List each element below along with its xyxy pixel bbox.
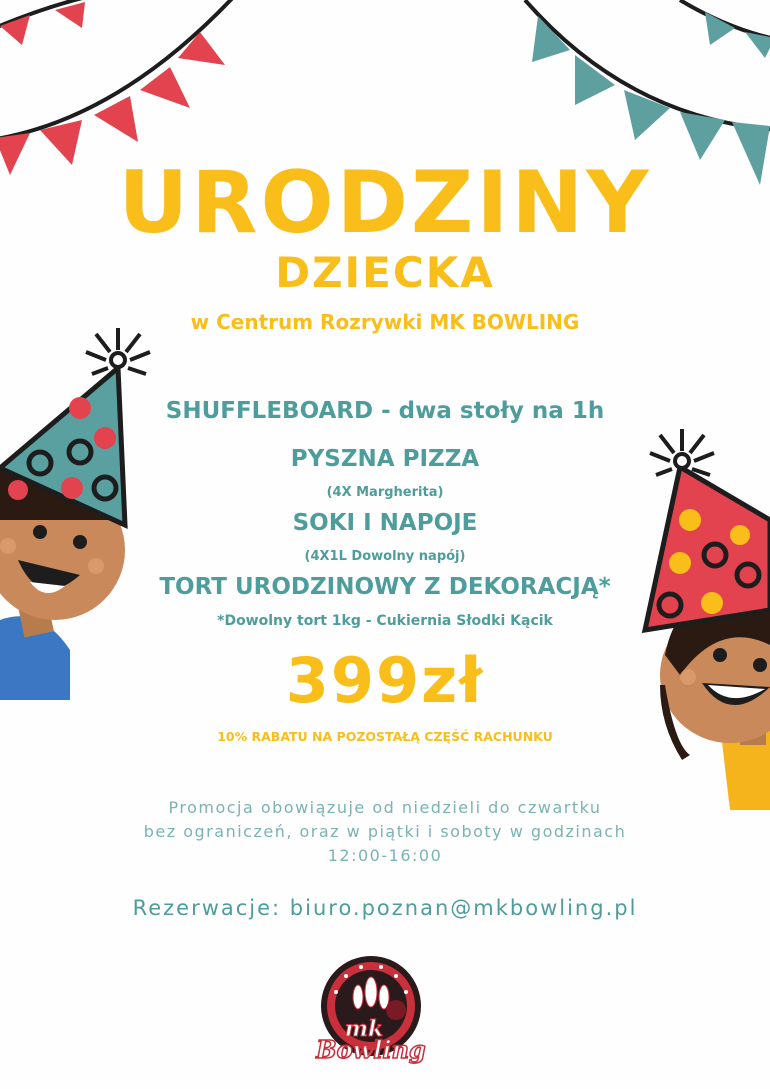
offer-item-cake-note: *Dowolny tort 1kg - Cukiernia Słodki Kącik [217,613,553,629]
logo-text-bottom: Bowling [316,1035,426,1064]
promo-line: bez ograniczeń, oraz w piątki i soboty w godzinach [143,822,627,841]
promo-line: 12:00-16:00 [327,846,443,865]
promo-line: Promocja obowiązuje od niedzieli do czwartku [168,798,602,817]
discount-note: 10% RABATU NA POZOSTAŁĄ CZĘŚĆ RACHUNKU [217,729,553,744]
offer-item-drinks-note: (4X1L Dowolny napój) [304,549,466,564]
offer-item-pizza-note: (4X Margherita) [326,485,444,500]
poster-title: URODZINY [118,153,652,253]
venue-line: w Centrum Rozrywki MK BOWLING [190,310,580,334]
party-boy-illustration [0,320,160,700]
offer-item-drinks: SOKI I NAPOJE [292,510,478,536]
offer-item-cake: TORT URODZINOWY Z DEKORACJĄ* [159,574,611,600]
logo-text-top: mk [344,1016,384,1042]
reservation-contact[interactable]: Rezerwacje: biuro.poznan@mkbowling.pl [132,896,638,920]
poster-subtitle: DZIECKA [275,248,495,297]
mk-bowling-logo [306,952,436,1070]
offer-item-pizza: PYSZNA PIZZA [290,446,480,472]
price-label: 399zł [285,644,485,717]
offer-item-shuffleboard: SHUFFLEBOARD - dwa stoły na 1h [165,398,605,424]
promo-conditions [0,796,770,868]
